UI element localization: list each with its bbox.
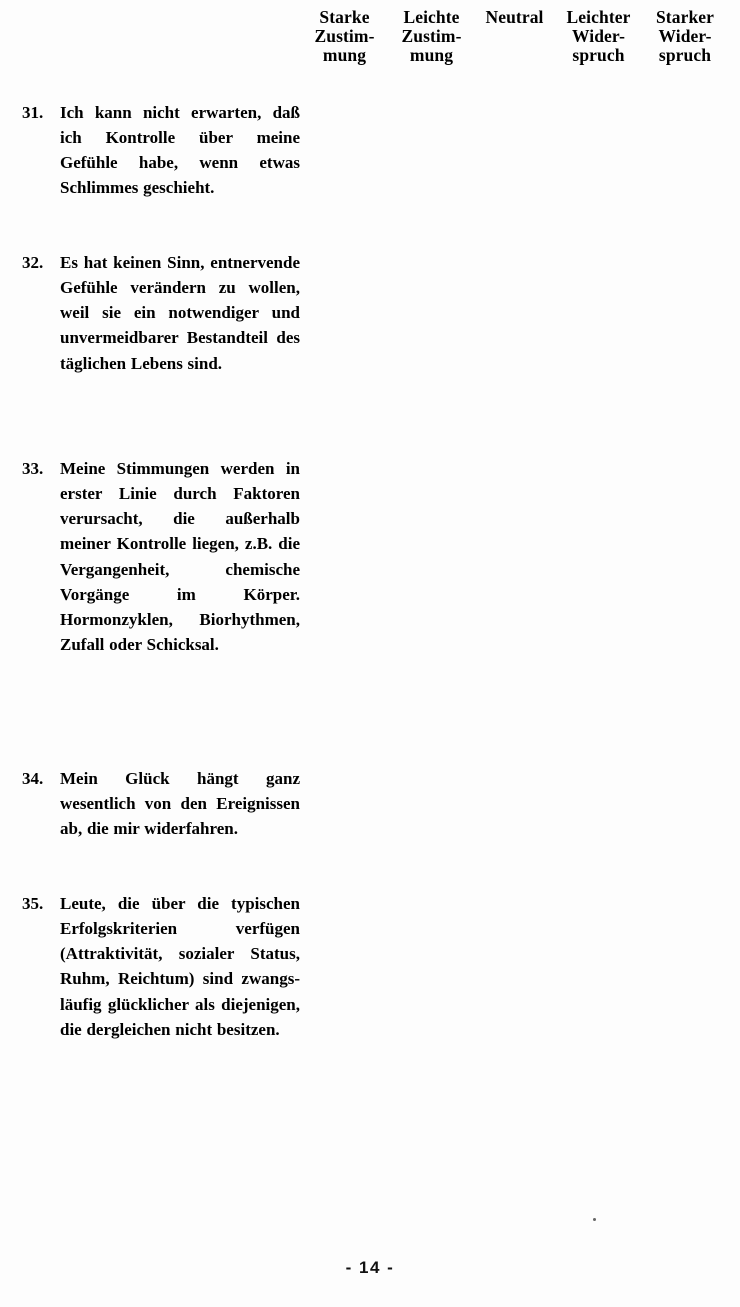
- checkbox-cell-31-neutral[interactable]: [474, 100, 555, 250]
- checkbox-cell-35-neutral[interactable]: [474, 891, 555, 1135]
- header-line: Neutral: [485, 7, 544, 27]
- scan-artifact-speck: [593, 1218, 596, 1221]
- checkbox-cell-32-leichte-zustimmung[interactable]: [389, 250, 474, 456]
- page-number-footer: - 14 -: [345, 1258, 395, 1277]
- header-line: Wider-: [658, 25, 712, 46]
- header-line: Starker: [655, 7, 715, 27]
- header-row: [18, 8, 728, 100]
- question-number-34: 34.: [22, 769, 44, 788]
- question-number-32: 32.: [22, 253, 44, 272]
- header-line: spruch: [658, 44, 712, 65]
- checkbox-cell-31-leichter-widerspruch[interactable]: [555, 100, 642, 250]
- table-body: [18, 100, 728, 1135]
- header-starke-zustimmung: [300, 8, 389, 100]
- checkbox-cell-34-starke-zustimmung[interactable]: [300, 766, 389, 891]
- question-cell-33: [18, 456, 300, 766]
- header-line: mung: [322, 44, 367, 65]
- questionnaire-table: [18, 8, 728, 1135]
- header-leichte-zustimmung: [389, 8, 474, 100]
- checkbox-cell-33-leichter-widerspruch[interactable]: [555, 456, 642, 766]
- table-header: [18, 8, 728, 100]
- header-question-column: [18, 8, 300, 100]
- header-line: Leichter: [566, 7, 631, 27]
- checkbox-cell-33-leichte-zustimmung[interactable]: [389, 456, 474, 766]
- checkbox-cell-33-starke-zustimmung[interactable]: [300, 456, 389, 766]
- checkbox-cell-33-neutral[interactable]: [474, 456, 555, 766]
- header-line: Starke: [319, 7, 370, 27]
- checkbox-cell-35-leichte-zustimmung[interactable]: [389, 891, 474, 1135]
- header-line: Zustim-: [401, 25, 462, 46]
- checkbox-cell-35-leichter-widerspruch[interactable]: [555, 891, 642, 1135]
- table-row: [18, 100, 728, 250]
- checkbox-cell-35-starke-zustimmung[interactable]: [300, 891, 389, 1135]
- checkbox-cell-32-neutral[interactable]: [474, 250, 555, 456]
- checkbox-cell-34-leichte-zustimmung[interactable]: [389, 766, 474, 891]
- header-line: mung: [409, 44, 454, 65]
- checkbox-cell-32-leichter-widerspruch[interactable]: [555, 250, 642, 456]
- question-text-35: Leute, die über die typischen Erfolgskriterien verfügen (Attraktivität, sozialer Status, Ruhm, Reichtum) sind zwangsläufig glücklicher als diejenigen, die dergleichen nicht besitzen.: [60, 894, 300, 1039]
- question-cell-31: [18, 100, 300, 250]
- checkbox-cell-33-starker-widerspruch[interactable]: [642, 456, 728, 766]
- question-text-34: Mein Glück hängt ganz wesentlich von den Ereignissen ab, die mir widerfahren.: [60, 769, 300, 839]
- checkbox-cell-35-starker-widerspruch[interactable]: [642, 891, 728, 1135]
- checkbox-cell-34-neutral[interactable]: [474, 766, 555, 891]
- checkbox-cell-31-starke-zustimmung[interactable]: [300, 100, 389, 250]
- header-starker-widerspruch: [642, 8, 728, 100]
- question-text-31: Ich kann nicht erwarten, daß ich Kontrolle über meine Gefühle habe, wenn etwas Schlimmes geschieht.: [60, 103, 300, 198]
- header-line: Zustim-: [314, 25, 375, 46]
- question-text-32: Es hat keinen Sinn, entnervende Gefühle verändern zu wollen, weil sie ein notwendiger und unvermeidbarer Bestandteil des täglichen Lebens sind.: [60, 253, 300, 373]
- table-row: [18, 456, 728, 766]
- header-line: Wider-: [571, 25, 626, 46]
- checkbox-cell-32-starke-zustimmung[interactable]: [300, 250, 389, 456]
- checkbox-cell-32-starker-widerspruch[interactable]: [642, 250, 728, 456]
- checkbox-cell-34-starker-widerspruch[interactable]: [642, 766, 728, 891]
- question-cell-34: [18, 766, 300, 891]
- header-line: spruch: [572, 44, 625, 65]
- checkbox-cell-31-leichte-zustimmung[interactable]: [389, 100, 474, 250]
- question-cell-32: [18, 250, 300, 456]
- header-line: Leichte: [403, 7, 460, 27]
- table-row: [18, 766, 728, 891]
- checkbox-cell-34-leichter-widerspruch[interactable]: [555, 766, 642, 891]
- question-cell-35: [18, 891, 300, 1135]
- question-number-35: 35.: [22, 894, 44, 913]
- header-neutral: [474, 8, 555, 100]
- table-row: [18, 891, 728, 1135]
- question-number-33: 33.: [22, 459, 44, 478]
- question-text-33: Meine Stimmungen werden in erster Linie durch Faktoren verursacht, die außerhalb meiner Kontrolle liegen, z.B. die Vergangenheit, chemische Vorgänge im Körper. Hormonzyklen, Biorhythmen, Zufall oder Schicksal.: [60, 459, 300, 655]
- table-row: [18, 250, 728, 456]
- header-leichter-widerspruch: [555, 8, 642, 100]
- question-number-31: 31.: [22, 103, 44, 122]
- checkbox-cell-31-starker-widerspruch[interactable]: [642, 100, 728, 250]
